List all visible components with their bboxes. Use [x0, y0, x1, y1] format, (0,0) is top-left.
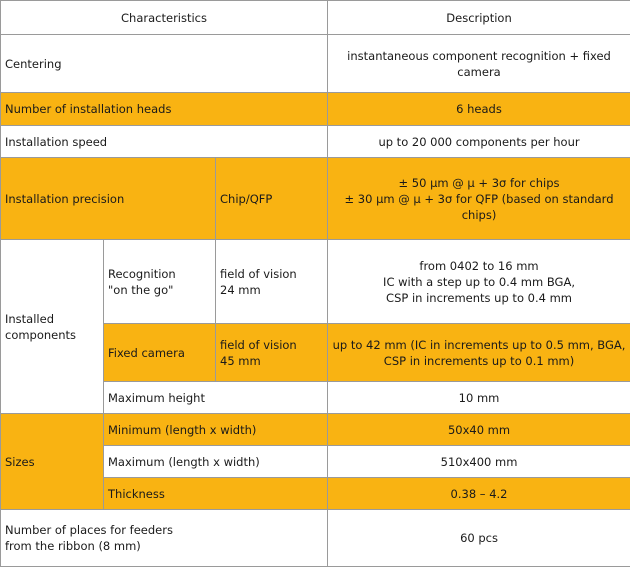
recognition-fov-line1: field of vision: [220, 266, 297, 281]
size-maximum-value: 510x400 mm: [328, 446, 630, 478]
header-row: [1, 1, 630, 35]
installed-label-line2: components: [5, 327, 77, 342]
feeders-value: 60 pcs: [328, 510, 630, 567]
fixed-camera-value-line2: CSP in increments up to 0.1 mm): [383, 353, 575, 368]
installed-components-label: [1, 240, 104, 414]
installed-label-line1: Installed: [5, 311, 54, 326]
table-row-centering: [1, 35, 630, 93]
size-minimum-label: Minimum (length x width): [104, 414, 328, 446]
sizes-label: Sizes: [1, 414, 104, 510]
characteristics-header: Characteristics: [1, 1, 328, 35]
table-row-feeders: [1, 510, 630, 567]
recognition-value-line3: CSP in increments up to 0.4 mm: [386, 290, 572, 305]
precision-value-qfp: ± 30 µm @ µ + 3σ for QFP (based on standard chips): [344, 191, 614, 222]
max-height-value: 10 mm: [328, 382, 630, 414]
fixed-camera-label: Fixed camera: [104, 324, 216, 382]
precision-sub-label: Chip/QFP: [216, 158, 328, 240]
table-row-size-minimum: [1, 414, 630, 446]
size-maximum-label: Maximum (length x width): [104, 446, 328, 478]
fixed-camera-value-line1: up to 42 mm (IC in increments up to 0.5 mm, BGA,: [332, 337, 626, 352]
heads-value: 6 heads: [328, 93, 630, 126]
fixed-camera-value: [328, 324, 630, 382]
fixed-camera-fov-line2: 45 mm: [220, 353, 261, 368]
speed-label: Installation speed: [1, 126, 328, 158]
centering-value: instantaneous component recognition + fixed camera: [328, 35, 630, 93]
precision-label: Installation precision: [1, 158, 216, 240]
recognition-label-line2: "on the go": [108, 282, 174, 297]
speed-value: up to 20 000 components per hour: [328, 126, 630, 158]
feeders-label-line1: Number of places for feeders: [5, 523, 173, 537]
recognition-value-line1: from 0402 to 16 mm: [419, 258, 539, 273]
recognition-value-line2: IC with a step up to 0.4 mm BGA,: [383, 274, 575, 289]
table-row-precision: [1, 158, 630, 240]
thickness-label: Thickness: [104, 478, 328, 510]
table-row-recognition: [1, 240, 630, 324]
recognition-fov: [216, 240, 328, 324]
fixed-camera-fov: [216, 324, 328, 382]
recognition-label: [104, 240, 216, 324]
feeders-label: [1, 510, 328, 567]
recognition-value: [328, 240, 630, 324]
recognition-fov-line2: 24 mm: [220, 282, 261, 297]
thickness-value: 0.38 – 4.2: [328, 478, 630, 510]
heads-label: Number of installation heads: [1, 93, 328, 126]
fixed-camera-fov-line1: field of vision: [220, 337, 297, 352]
table-row-heads: [1, 93, 630, 126]
centering-label: Centering: [1, 35, 328, 93]
table-row-speed: [1, 126, 630, 158]
size-minimum-value: 50x40 mm: [328, 414, 630, 446]
precision-value-chips: ± 50 µm @ µ + 3σ for chips: [398, 175, 560, 190]
recognition-label-line1: Recognition: [108, 266, 176, 281]
precision-value: [328, 158, 630, 240]
feeders-label-line2: from the ribbon (8 mm): [5, 539, 141, 553]
description-header: Description: [328, 1, 630, 35]
max-height-label: Maximum height: [104, 382, 328, 414]
